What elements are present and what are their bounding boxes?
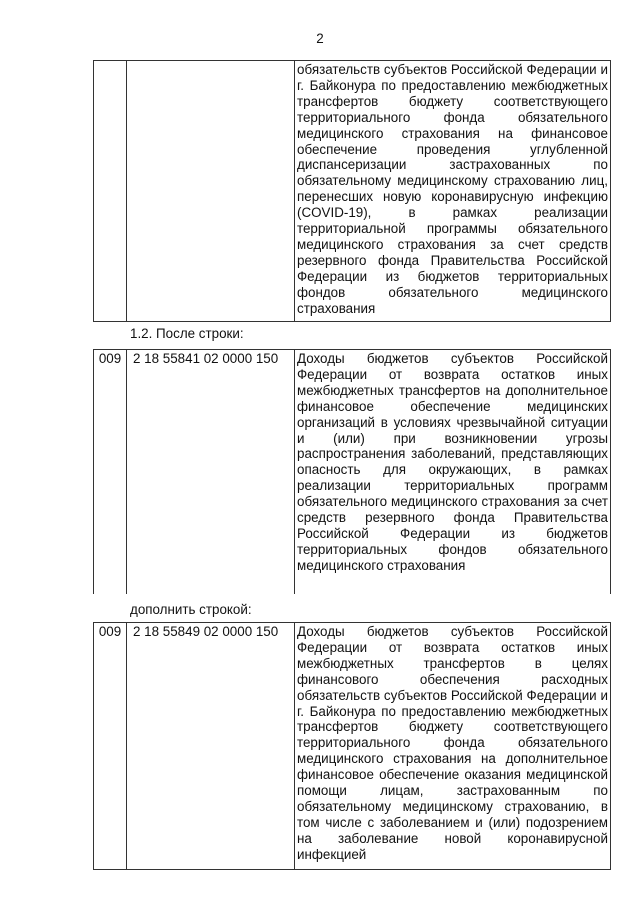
description-cell: Доходы бюджетов субъектов Российской Федерации от возврата остатков иных межбюджетных трансфертов на дополнительное финансовое обеспечение медицинских организаций в условиях чрезвычайной ситуации и (или) при возникновении угрозы распространения заболеваний, представляющих опасность для окружающих, в рамках реализации территориальных программ обязательного медицинского страхования за счет средств резервного фонда Правительства Российской Федерации из бюджетов территориальных фондов обязательного медицинского страхования (295, 350, 611, 595)
instruction-text: 1.2. После строки: (130, 326, 244, 341)
admin-code-cell: 009 (94, 350, 127, 595)
kbk-code-cell (127, 61, 295, 322)
budget-table-after-row (93, 349, 611, 594)
page-number: 2 (316, 31, 324, 46)
budget-table-continued (93, 60, 611, 322)
description-cell: обязательств субъектов Российской Федерации и г. Байконура по предоставлению межбюджетных трансфертов бюджету соответствующего территориального фонда обязательного медицинского страхования на финансовое обеспечение проведения углубленной диспансеризации застрахованных по обязательному медицинскому страхованию лиц, перенесших новую коронавирусную инфекцию (COVID-19), в рамках реализации территориальной программы обязательного медицинского страхования за счет средств резервного фонда Правительства Российской Федерации из бюджетов территориальных фондов обязательного медицинского страхования (295, 61, 611, 322)
description-cell: Доходы бюджетов субъектов Российской Федерации от возврата остатков иных межбюджетных трансфертов в целях финансового обеспечения расходных обязательств субъектов Российской Федерации и г. Байконура по предоставлению межбюджетных трансфертов бюджету соответствующего территориального фонда обязательного медицинского страхования на дополнительное финансовое обеспечение оказания медицинской помощи лицам, застрахованным по обязательному медицинскому страхованию, в том числе с заболеванием и (или) подозрением на заболевание новой коронавирусной инфекцией (295, 623, 611, 870)
admin-code-cell (94, 61, 127, 322)
budget-table-new-row (93, 622, 611, 870)
instruction-text: дополнить строкой: (130, 602, 252, 617)
kbk-code-cell: 2 18 55849 02 0000 150 (127, 623, 295, 870)
admin-code-cell: 009 (94, 623, 127, 870)
table-row (94, 61, 611, 322)
table-row (94, 350, 611, 595)
kbk-code-cell: 2 18 55841 02 0000 150 (127, 350, 295, 595)
table-row (94, 623, 611, 870)
